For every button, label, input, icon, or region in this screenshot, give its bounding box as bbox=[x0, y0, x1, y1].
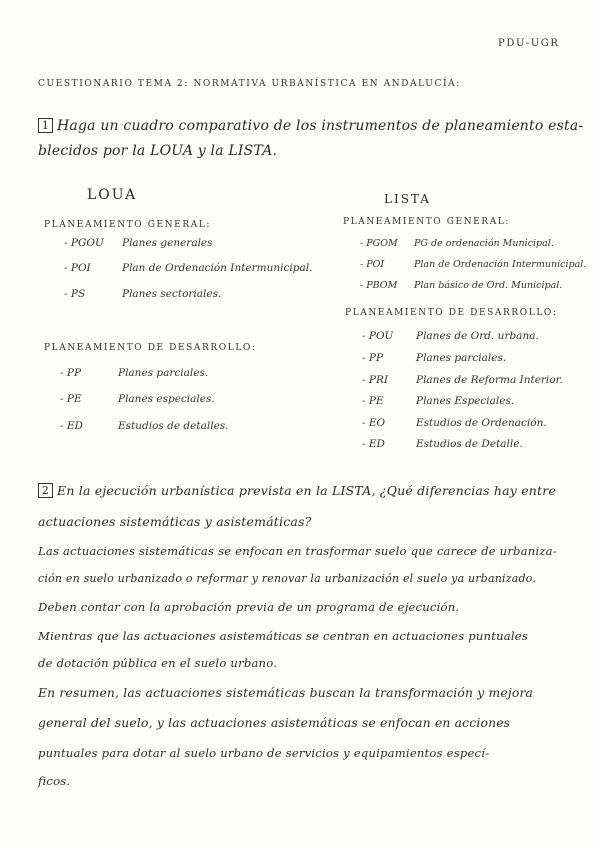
question-1-text: Haga un cuadro comparativo de los instrumentos de planeamiento esta- bbox=[57, 118, 584, 134]
answer-line: ficos. bbox=[38, 774, 71, 788]
loua-general-item: - POI Plan de Ordenación Intermunicipal. bbox=[64, 262, 313, 274]
answer-line: Deben contar con la aprobación previa de un programa de ejecución. bbox=[38, 600, 460, 614]
questionnaire-title: CUESTIONARIO TEMA 2: NORMATIVA URBANÍSTICA EN ANDALUCÍA: bbox=[38, 79, 461, 89]
loua-general-item: - PS Planes sectoriales. bbox=[64, 288, 222, 300]
lista-general-item: - POI Plan de Ordenación Intermunicipal. bbox=[360, 259, 587, 270]
lista-desarrollo-item: - PRI Planes de Reforma Interior. bbox=[362, 374, 563, 386]
answer-line: puntuales para dotar al suelo urbano de servicios y equipamientos especí- bbox=[38, 746, 490, 760]
question-2-text: En la ejecución urbanística prevista en la LISTA, ¿Qué diferencias hay entre bbox=[57, 483, 557, 498]
question-2-line-2: actuaciones sistemáticas y asistemáticas? bbox=[38, 514, 312, 529]
lista-desarrollo-item: - PP Planes parciales. bbox=[362, 352, 507, 364]
lista-general-item: - PBOM Plan básico de Ord. Municipal. bbox=[360, 280, 563, 291]
question-1-line-1 bbox=[38, 118, 583, 134]
lista-heading: LISTA bbox=[384, 192, 431, 206]
lista-desarrollo-item: - POU Planes de Ord. urbana. bbox=[362, 330, 539, 342]
lista-desarrollo-heading: PLANEAMIENTO DE DESARROLLO: bbox=[345, 308, 558, 318]
loua-desarrollo-item: - PE Planes especiales. bbox=[60, 393, 215, 405]
answer-line: En resumen, las actuaciones sistemáticas buscan la transformación y mejora bbox=[38, 686, 534, 700]
answer-line: de dotación pública en el suelo urbano. bbox=[38, 656, 278, 670]
lista-desarrollo-item: - PE Planes Especiales. bbox=[362, 395, 515, 407]
answer-line: Mientras que las actuaciones asistemáticas se centran en actuaciones puntuales bbox=[38, 629, 528, 643]
header-tag: PDU-UGR bbox=[498, 38, 560, 49]
loua-general-item: - PGOU Planes generales bbox=[64, 237, 213, 249]
lista-desarrollo-item: - ED Estudios de Detalle. bbox=[362, 438, 523, 450]
lista-general-item: - PGOM PG de ordenación Municipal. bbox=[360, 238, 554, 249]
question-1-number: 1 bbox=[38, 118, 53, 133]
loua-heading: LOUA bbox=[87, 187, 138, 203]
lista-general-heading: PLANEAMIENTO GENERAL: bbox=[343, 217, 511, 227]
question-1-line-2: blecidos por la LOUA y la LISTA. bbox=[38, 143, 278, 159]
answer-line: ción en suelo urbanizado o reformar y renovar la urbanización el suelo ya urbanizado. bbox=[38, 572, 537, 585]
loua-desarrollo-item: - ED Estudios de detalles. bbox=[60, 420, 229, 432]
loua-desarrollo-item: - PP Planes parciales. bbox=[60, 367, 209, 379]
loua-general-heading: PLANEAMIENTO GENERAL: bbox=[44, 220, 212, 230]
answer-line: general del suelo, y las actuaciones asistemáticas se enfocan en acciones bbox=[38, 716, 511, 730]
question-2-line-1 bbox=[38, 483, 556, 498]
answer-line: Las actuaciones sistemáticas se enfocan en trasformar suelo que carece de urbaniza- bbox=[38, 544, 557, 558]
loua-desarrollo-heading: PLANEAMIENTO DE DESARROLLO: bbox=[44, 343, 257, 353]
lista-desarrollo-item: - EO Estudios de Ordenación. bbox=[362, 417, 547, 429]
question-2-number: 2 bbox=[38, 483, 53, 498]
